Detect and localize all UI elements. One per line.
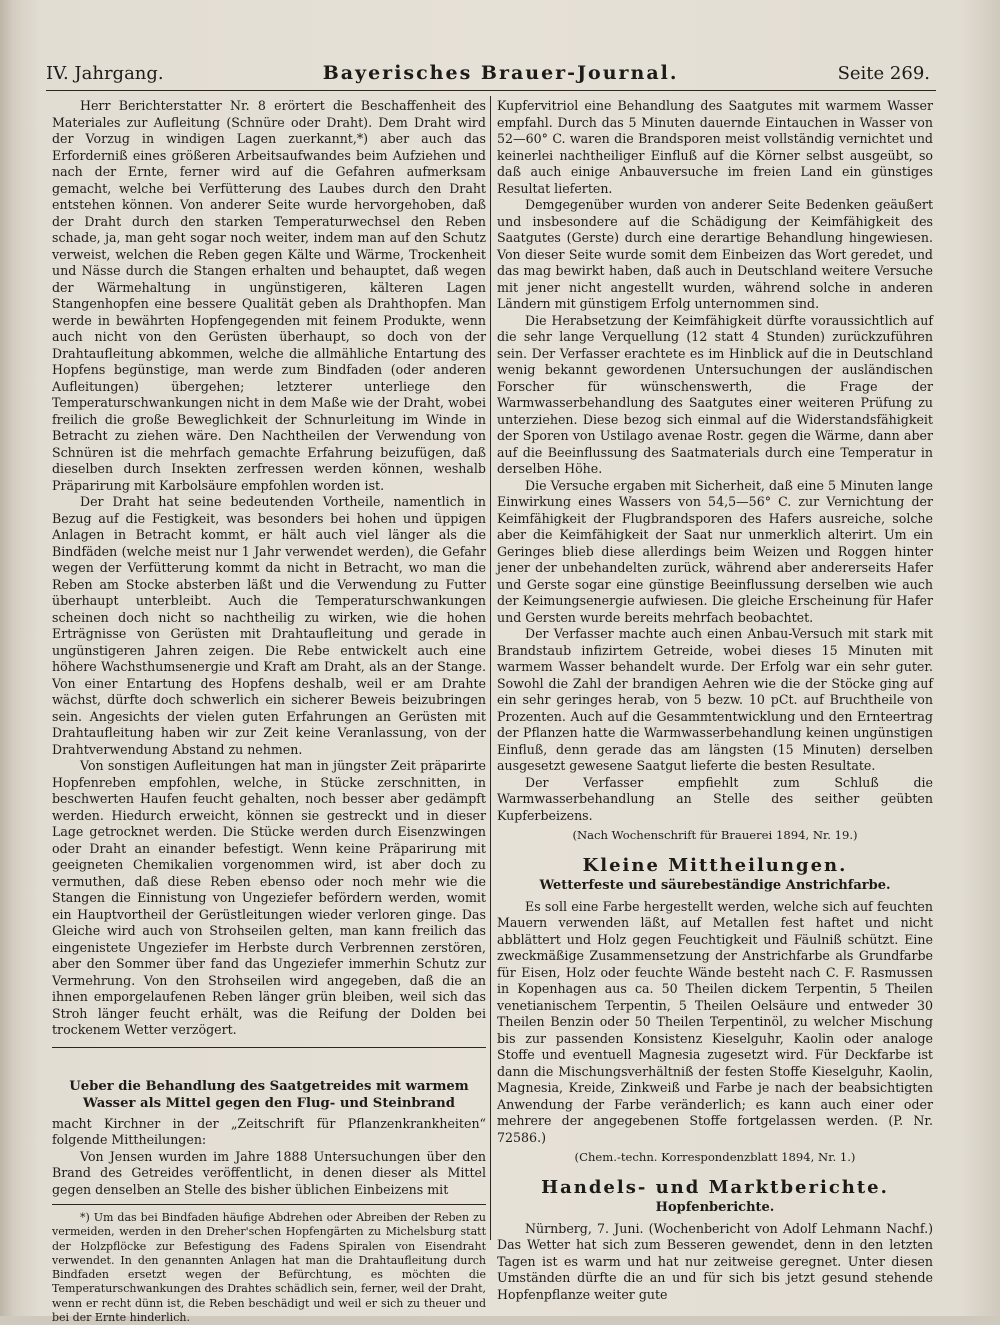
- subheading-hopfenberichte: Hopfenberichte.: [655, 1200, 775, 1215]
- right-paragraph-5: Der Verfasser machte auch einen Anbau-Versuch mit stark mit Brandstaub infizirtem Getreide, wobei dieses 15 Minuten mit warmem Wasser behandelt wurde. Der Erfolg war ein sehr guter. Sowohl die Zahl der brandigen Aehren wie die der Stöcke ging auf ein sehr geringes herab, von 5 bezw. 10 pCt. auf Bruchtheile von Prozenten. Auch auf die Gesammtentwicklung und den Ernteertrag der Pflanzen hatte die Warmwasserbehandlung keinen ungünstigen Einfluß, denn gerade das am längsten (15 Minuten) derselben ausgesetzt gewesene Saatgut lieferte die besten Resultate.: [497, 626, 933, 773]
- journal-title: Bayerisches Brauer-Journal.: [322, 62, 679, 84]
- page-header: [46, 58, 930, 88]
- right-column: [497, 98, 933, 1316]
- header-rule: [46, 90, 936, 91]
- left-paragraph-3: Von sonstigen Aufleitungen hat man in jüngster Zeit präparirte Hopfenreben empfohlen, welche, in Stücke zerschnitten, in beschwerten Haufen feucht gehalten, noch besser aber gedämpft werden. Hiedurch erweicht, können sie gestreckt und in dieser Lage getrocknet werden. Die Stücke werden durch Eisenzwingen oder Draht an einander befestigt. Wenn keine Präparirung mit geeigneten Chemikalien vorgenommen wird, ist aber doch zu vermuthen, daß diese Reben ebenso oder noch mehr wie die Stangen die Einnistung von Ungeziefer befördern werden, womit ein Hauptvortheil der Gerüstleitungen wieder verloren ginge. Das Gleiche wird auch von Strohseilen gelten, man kann freilich das eingenistete Ungeziefer im Herbste durch Verbrennen zerstören, aber den Sommer über fand das Ungeziefer immerhin Schutz zur Vermehrung. Von den Strohseilen wird angegeben, daß die an ihnen emporgelaufenen Reben länger grün bleiben, weil sich das Stroh länger feucht erhält, was die Reifung der Dolden bei trockenem Wetter verzögert.: [52, 758, 486, 1037]
- volume-label: IV. Jahrgang.: [46, 62, 164, 84]
- subheading-anstrichfarbe: Wetterfeste und säurebeständige Anstrichfarbe.: [539, 878, 891, 893]
- right-paragraph-6: Der Verfasser empfiehlt zum Schluß die Warmwasserbehandlung an Stelle des seither geübten Kupferbeizens.: [497, 774, 933, 823]
- right-paragraph-3: Die Herabsetzung der Keimfähigkeit dürfte voraussichtlich auf die sehr lange Verquellung (12 statt 4 Stunden) zurückzuführen sein. Der Verfasser erachtete es im Hinblick auf die in Deutschland wenig bekannt gewordenen Untersuchungen der ausländischen Forscher für wünschenswerth, die Frage der Warmwasserbehandlung des Saatgutes einer weiteren Prüfung zu unterziehen. Diese bezog sich einmal auf die Widerstandsfähigkeit der Sporen von Ustilago avenae Rostr. gegen die Wärme, dann aber auf die Beeinflussung des Saatmaterials durch eine Temperatur in derselben Höhe.: [497, 312, 933, 476]
- footnote-text: *) Um das bei Bindfaden häufige Abdrehen oder Abreiben der Reben zu vermeiden, werden in den Dreher'schen Hopfengärten zu Michelsburg statt der Holzpflöcke zur Befestigung des Fadens Spiralen von Eisendraht verwendet. In den genannten Anlagen hat man die Drahtaufleitung durch Bindfaden ersetzt wegen der Befürchtung, es möchten die Temperaturschwankungen des Drahtes schädlich sein, ferner, weil der Draht, wenn er recht dünn ist, die Reben beschädigt und weil er sich zu theuer und bei der Ernte hinderlich.: [52, 1211, 486, 1325]
- left-paragraph-1: Herr Berichterstatter Nr. 8 erörtert die Beschaffenheit des Materiales zur Aufleitung (Schnüre oder Draht). Dem Draht wird der Vorzug in windigen Lagen zuerkannt,*) aber auch das Erforderniß eines größeren Arbeitsaufwandes beim Aufziehen und nach der Ernte, ferner wird auf die Gefahren aufmerksam gemacht, welche bei Verfütterung des Laubes durch den Draht entstehen können. Von anderer Seite wurde hervorgehoben, daß der Draht durch den starken Temperaturwechsel den Reben schade, ja, man geht sogar noch weiter, indem man auf den Schutz verweist, welchen die Reben gegen Kälte und Wärme, Trockenheit und Nässe durch die Stangen erhalten und behauptet, daß wegen der Wärmehaltung in ungünstigeren, kälteren Lagen Stangenhopfen eine bessere Qualität geben als Drahthopfen. Man werde in bewährten Hopfengegenden mit feinem Produkte, wenn auch nicht von den Gerüsten überhaupt, so doch von der Drahtaufleitung abkommen, welche die allmähliche Entartung des Hopfens begünstige, man werde zum Bindfaden (oder anderen Aufleitungen) übergehen; letzterer unterliege den Temperaturschwankungen nicht in dem Maße wie der Draht, wobei freilich die große Beweglichkeit der Schnurleitung im Winde in Betracht zu ziehen wäre. Den Nachtheilen der Verwendung von Schnüren ist die mehrfach gemachte Erfahrung beizufügen, daß dieselben durch Insekten zerfressen werden können, weshalb Präparirung mit Karbolsäure empfohlen worden ist.: [52, 98, 486, 493]
- right-paragraph-2: Demgegenüber wurden von anderer Seite Bedenken geäußert und insbesondere auf die Schädigung der Keimfähigkeit des Saatgutes (Gerste) durch eine derartige Behandlung hingewiesen. Von dieser Seite wurde somit dem Einbeizen das Wort geredet, und das mag bewirkt haben, daß auch in Deutschland weitere Versuche mit jener nicht angestellt wurden, während solche in anderen Ländern mit günstigem Erfolg unternommen sind.: [497, 197, 933, 311]
- market-report-paragraph: Nürnberg, 7. Juni. (Wochenbericht von Adolf Lehmann Nachf.) Das Wetter hat sich zum Besseren gewendet, denn in den letzten Tagen ist es warm und hat nur zeitweise geregnet. Unter diesen Umständen dürfte die an und für sich bis jetzt gesund stehende Hopfenpflanze weiter gute: [497, 1220, 933, 1302]
- article-paragraph: Von Jensen wurden im Jahre 1888 Untersuchungen über den Brand des Getreides veröffentlicht, in denen dieser als Mittel gegen denselben an Stelle des bisher üblichen Einbeizens mit: [52, 1148, 486, 1197]
- left-column: [52, 98, 486, 1325]
- footnote: [52, 1204, 486, 1325]
- section-heading-kleine-mittheilungen: Kleine Mittheilungen.: [582, 854, 848, 876]
- right-paragraph-4: Die Versuche ergaben mit Sicherheit, daß eine 5 Minuten lange Einwirkung eines Wassers von 54,5—56° C. zur Vernichtung der Keimfähigkeit der Flugbrandsporen des Hafers ausreiche, solche aber die Keimfähigkeit der Saat nur unmerklich alterirt. Um ein Geringes blieb diese allerdings beim Weizen und Roggen hinter jener der unbehandelten zurück, während aber andererseits Hafer und Gerste sogar eine günstige Beeinflussung derselben wie auch der Keimungsenergie aufwiesen. Die gleiche Erscheinung für Hafer und Gersten wurde bereits mehrfach beobachtet.: [497, 477, 933, 625]
- article-rule: [52, 1047, 486, 1048]
- anstrichfarbe-paragraph: Es soll eine Farbe hergestellt werden, welche sich auf feuchten Mauern verwenden läßt, auf Metallen fest haftet und nicht abblättert und Holz gegen Feuchtigkeit und Fäulniß schützt. Eine zweckmäßige Zusammensetzung der Anstrichfarbe als Grundfarbe für Eisen, Holz oder feuchte Wände besteht nach C. F. Rasmussen in Kopenhagen aus ca. 50 Theilen dickem Terpentin, 5 Theilen venetianischem Terpentin, 5 Theilen Oelsäure und entweder 30 Theilen Benzin oder 50 Theilen Terpentinöl, zu welcher Mischung bis zur passenden Konsistenz Kieselguhr, Kaolin oder analoge Stoffe und eventuell Magnesia zugesetzt wird. Für Deckfarbe ist dann die Mischungsverhältniß der festen Stoffe Kieselguhr, Kaolin, Magnesia, Kreide, Zinkweiß und Farbe je nach der beabsichtigten Anwendung der Farbe veränderlich; es kann auch einer oder mehrere der angegebenen Stoffe fortgelassen werden. (P. Nr. 72586.): [497, 898, 933, 1145]
- article-intro: macht Kirchner in der „Zeitschrift für Pflanzenkrankheiten“ folgende Mittheilungen:: [52, 1115, 486, 1147]
- left-paragraph-2: Der Draht hat seine bedeutenden Vortheile, namentlich in Bezug auf die Festigkeit, was besonders bei hohen und üppigen Anlagen in Betracht kommt, er hält auch viel länger als die Bindfäden (welche meist nur 1 Jahr verwendet werden), die Gefahr wegen der Verfütterung kommt da nicht in Betracht, wo man die Reben am Stocke absterben läßt und die Verwendung zu Futter überhaupt unterbleibt. Auch die Temperaturschwankungen scheinen doch nicht so nachtheilig zu wirken, wie die hohen Erträgnisse von Gerüsten mit Drahtaufleitung und gerade in ungünstigeren Jahren zeigen. Die Rebe entwickelt auch eine höhere Wachsthumsenergie und Kraft am Draht, als an der Stange. Von einer Entartung des Hopfens deshalb, weil er am Drahte wächst, dürfte doch schwerlich ein sicherer Beweis beizubringen sein. Angesichts der vielen guten Erfahrungen an Gerüsten mit Drahtaufleitung haben wir zur Zeit keine Veranlassung, von der Drahtverwendung Abstand zu nehmen.: [52, 494, 486, 757]
- article-heading: Ueber die Behandlung des Saatgetreides mit warmem Wasser als Mittel gegen den Flug- und Steinbrand: [69, 1078, 469, 1111]
- page-number: Seite 269.: [837, 62, 930, 84]
- source-citation-1: (Nach Wochenschrift für Brauerei 1894, Nr. 19.): [572, 828, 858, 842]
- section-heading-marktberichte: Handels- und Marktberichte.: [541, 1176, 889, 1198]
- column-divider: [490, 96, 491, 1240]
- source-citation-2: (Chem.-techn. Korrespondenzblatt 1894, Nr. 1.): [574, 1150, 856, 1164]
- right-paragraph-1: Kupfervitriol eine Behandlung des Saatgutes mit warmem Wasser empfahl. Durch das 5 Minuten dauernde Eintauchen in Wasser von 52—60° C. waren die Brandsporen meist vollständig vernichtet und keinerlei nachtheiliger Einfluß auf die Körner selbst ausgeübt, so daß auch einige Anbauversuche im freien Land ein günstiges Resultat lieferten.: [497, 98, 933, 196]
